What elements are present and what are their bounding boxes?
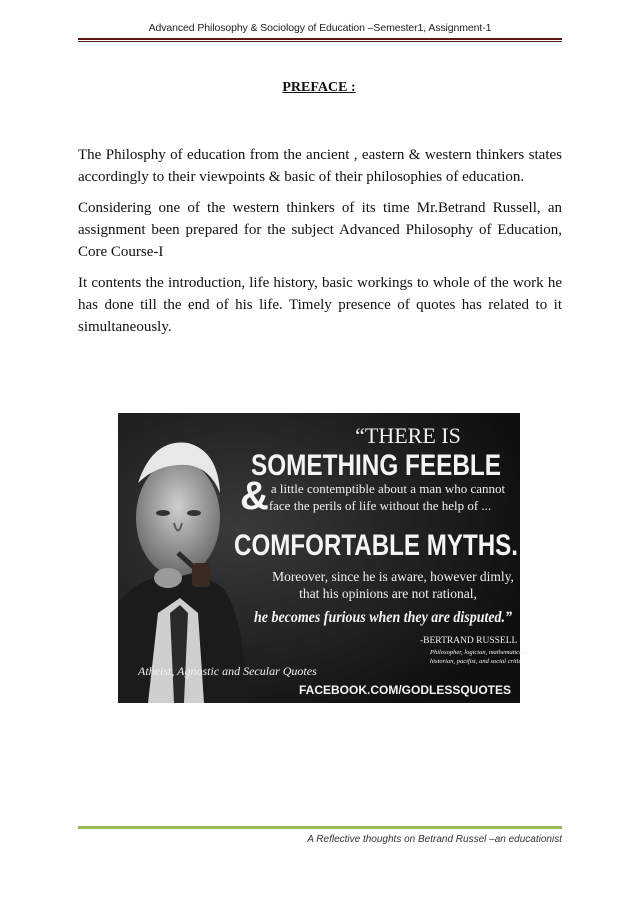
paragraph-3: It contents the introduction, life history, basic workings to whole of the work he has done till the end of his life. Timely presence of quotes has related to it simultaneously. <box>78 275 562 335</box>
quote-line-1: “THERE IS <box>355 423 461 448</box>
quote-line-4: COMFORTABLE MYTHS. <box>234 529 518 562</box>
body-text <box>78 144 562 347</box>
quote-poster-graphic <box>118 413 530 703</box>
quote-line-3a: a little contemptible about a man who cannot <box>270 481 506 496</box>
author-description-1: Philosopher, logician, mathematician, <box>430 649 530 656</box>
page-footer: A Reflective thoughts on Betrand Russel –an educationist <box>307 834 562 845</box>
page-header: Advanced Philosophy & Sociology of Education –Semester1, Assignment-1 <box>148 22 492 34</box>
quote-line-5a: Moreover, since he is aware, however dimly, <box>272 569 514 584</box>
quote-line-3b: face the perils of life without the help of ... <box>268 498 492 513</box>
quote-author: -BERTRAND RUSSELL <box>420 636 518 646</box>
quote-line-6: he becomes furious when they are disputed.” <box>254 609 512 626</box>
quote-line-2: SOMETHING FEEBLE <box>251 449 501 482</box>
page-title: PREFACE : <box>282 80 356 95</box>
signature-text: Atheist, Agnostic and Secular Quotes <box>138 664 317 678</box>
quote-ampersand: & <box>240 474 269 518</box>
russell-quote-image <box>118 413 530 703</box>
footer-rule <box>78 826 562 829</box>
quote-line-5b: that his opinions are not rational, <box>299 586 477 601</box>
paragraph-1: The Philosphy of education from the ancient , eastern & western thinkers states accordingly to their viewpoints & basic of their philosophies of education. <box>78 147 562 185</box>
author-description-2: historian, pacifist, and social critic. <box>430 658 523 665</box>
header-rule-thin <box>78 41 562 42</box>
quote-source: FACEBOOK.COM/GODLESSQUOTES <box>298 683 511 697</box>
paragraph-2: Considering one of the western thinkers of its time Mr.Betrand Russell, an assignment been prepared for the subject Advanced Philosophy of Education, Core Course-I <box>78 200 562 260</box>
header-rule <box>78 38 562 40</box>
